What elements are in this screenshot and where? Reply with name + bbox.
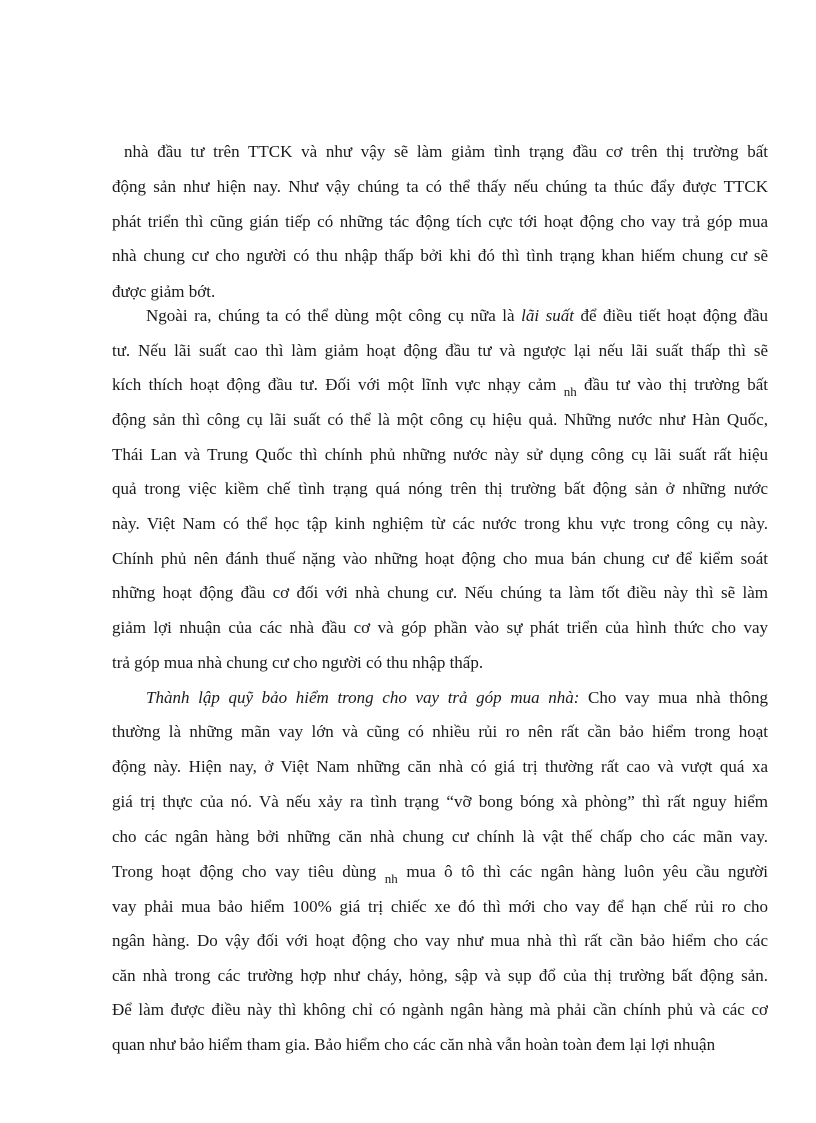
italic-heading: Thành lập quỹ bảo hiểm trong cho vay trả góp mua nhà:	[146, 688, 580, 707]
text-line: giá trị thực của nó. Và nếu xảy ra tình trạng “vỡ bong bóng xà phòng” thì rất nguy hiểm	[112, 792, 768, 811]
text-line: phát triển thì cũng gián tiếp có những tác động tích cực tới hoạt động cho vay trả góp mua	[112, 212, 768, 231]
text-segment: đầu tư vào thị trường bất	[576, 375, 768, 394]
text-line: này. Việt Nam có thể học tập kinh nghiệm từ các nước trong khu vực trong công cụ này.	[112, 514, 768, 533]
text-line: động sản như hiện nay. Như vậy chúng ta có thể thấy nếu chúng ta thúc đẩy được TTCK	[112, 177, 768, 196]
text-line	[146, 687, 768, 719]
text-segment: Cho vay mua nhà thông	[579, 688, 768, 707]
italic-term: lãi suất	[521, 306, 574, 325]
subscript-fragment: nh	[384, 871, 398, 886]
text-line: cho các ngân hàng bởi những căn nhà chung cư chính là vật thế chấp cho các mãn vay.	[112, 827, 768, 846]
text-line: thường là những mãn vay lớn và cũng có nhiều rủi ro nên rất cần bảo hiểm trong hoạt	[112, 722, 768, 741]
text-line: quan như bảo hiểm tham gia. Bảo hiểm cho các căn nhà vẫn hoàn toàn đem lại lợi nhuận	[112, 1035, 716, 1054]
text-line: ngân hàng. Do vậy đối với hoạt động cho vay như mua nhà thì rất cần bảo hiểm cho các	[112, 931, 768, 950]
text-segment: mua ô tô thì các ngân hàng luôn yêu cầu người	[397, 862, 768, 881]
text-line: nhà chung cư cho người có thu nhập thấp bởi khi đó thì tình trạng khan hiếm chung cư sẽ	[112, 246, 768, 265]
text-line: được giảm bớt.	[112, 282, 216, 301]
text-line: động sản thì công cụ lãi suất có thể là một công cụ hiệu quả. Những nước như Hàn Quốc,	[112, 410, 768, 429]
text-line: vay phải mua bảo hiểm 100% giá trị chiếc xe đó thì mới cho vay để hạn chế rủi ro cho	[112, 897, 768, 916]
text-line: Chính phủ nên đánh thuế nặng vào những hoạt động cho mua bán chung cư để kiểm soát	[112, 549, 768, 568]
text-line	[112, 861, 768, 893]
text-segment: kích thích hoạt động đầu tư. Đối với một lĩnh vực nhạy cảm	[112, 375, 564, 394]
text-line: căn nhà trong các trường hợp như cháy, hỏng, sập và sụp đổ của thị trường bất động sản.	[112, 966, 768, 985]
text-segment: Trong hoạt động cho vay tiêu dùng	[112, 862, 385, 881]
text-line: giảm lợi nhuận của các nhà đầu cơ và góp phần vào sự phát triển của hình thức cho vay	[112, 618, 768, 637]
text-line: quả trong việc kiềm chế tình trạng quá nóng trên thị trường bất động sản ở những nước	[112, 479, 768, 498]
text-line: động này. Hiện nay, ở Việt Nam những căn nhà có giá trị thường rất cao và vượt quá xa	[112, 757, 768, 776]
text-line	[112, 374, 768, 406]
text-line: tư. Nếu lãi suất cao thì làm giảm hoạt động đầu tư và ngược lại nếu lãi suất thấp thì sẽ	[112, 341, 768, 360]
text-line: Để làm được điều này thì không chỉ có ngành ngân hàng mà phải cần chính phủ và các cơ	[112, 1000, 768, 1019]
text-segment: để điều tiết hoạt động đầu	[573, 306, 768, 325]
text-line: trả góp mua nhà chung cư cho người có thu nhập thấp.	[112, 653, 484, 672]
text-line: nhà đầu tư trên TTCK và như vậy sẽ làm giảm tình trạng đầu cơ trên thị trường bất	[124, 142, 768, 161]
text-line: những hoạt động đầu cơ đối với nhà chung cư. Nếu chúng ta làm tốt điều này thì sẽ làm	[112, 583, 768, 602]
subscript-fragment: nh	[563, 384, 577, 399]
text-segment: Ngoài ra, chúng ta có thể dùng một công cụ nữa là	[146, 306, 522, 325]
text-line: Thái Lan và Trung Quốc thì chính phủ những nước này sử dụng công cụ lãi suất rất hiệu	[112, 445, 768, 464]
text-line	[146, 305, 768, 337]
